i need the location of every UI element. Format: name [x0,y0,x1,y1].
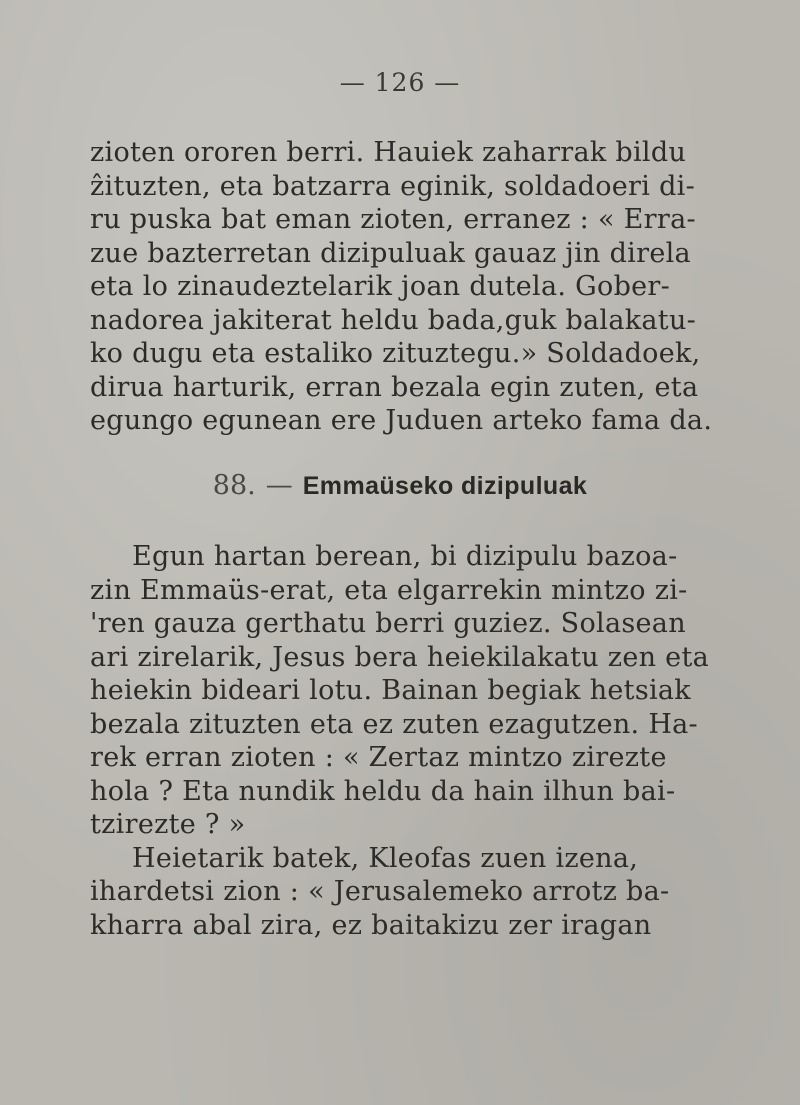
text-line: ru puska bat eman zioten, erranez : « Erra- [90,204,696,235]
text-line: eta lo zinaudeztelarik joan dutela. Gober- [90,271,671,302]
text-line: tzirezte ? » [90,809,246,840]
text-line: kharra abal zira, ez baitakizu zer iragan [90,910,652,941]
text-line: egungo egunean ere Juduen arteko fama da. [90,405,713,436]
text-line: zue bazterretan dizipuluak gauaz jin direla [90,238,691,269]
text-line: ihardetsi zion : « Jerusalemeko arrotz ba- [90,876,670,907]
heading-dash: — [265,470,293,501]
text-line: zioten ororen berri. Hauiek zaharrak bildu [90,137,687,168]
text-line: Egun hartan berean, bi dizipulu bazoa- [132,541,678,572]
text-line: rek erran zioten : « Zertaz mintzo zirezte [90,742,667,773]
text-line: ẑituzten, eta batzarra eginik, soldadoeri di- [90,171,696,202]
text-line: ko dugu eta estaliko zituztegu.» Soldadoek, [90,338,701,369]
text-line: dirua harturik, erran bezala egin zuten, eta [90,372,699,403]
text-line: heiekin bideari lotu. Bainan begiak hetsiak [90,675,691,706]
text-line: nadorea jakiterat heldu bada,guk balakatu- [90,305,697,336]
text-line: hola ? Eta nundik heldu da hain ilhun bai- [90,776,676,807]
text-line: zin Emmaüs-erat, eta elgarrekin mintzo zi- [90,575,688,606]
page-number: — 126 — [339,68,461,97]
section-heading [0,470,800,501]
text-line: ari zirelarik, Jesus bera heiekilakatu zen eta [90,642,709,673]
section-title: Emmaüseko dizipuluak [302,472,588,500]
text-line: Heietarik batek, Kleofas zuen izena, [132,843,639,874]
section-number: 88. [212,470,256,501]
text-line: 'ren gauza gerthatu berri guziez. Solasean [90,608,686,639]
text-line: bezala zituzten eta ez zuten ezagutzen. Ha- [90,709,698,740]
